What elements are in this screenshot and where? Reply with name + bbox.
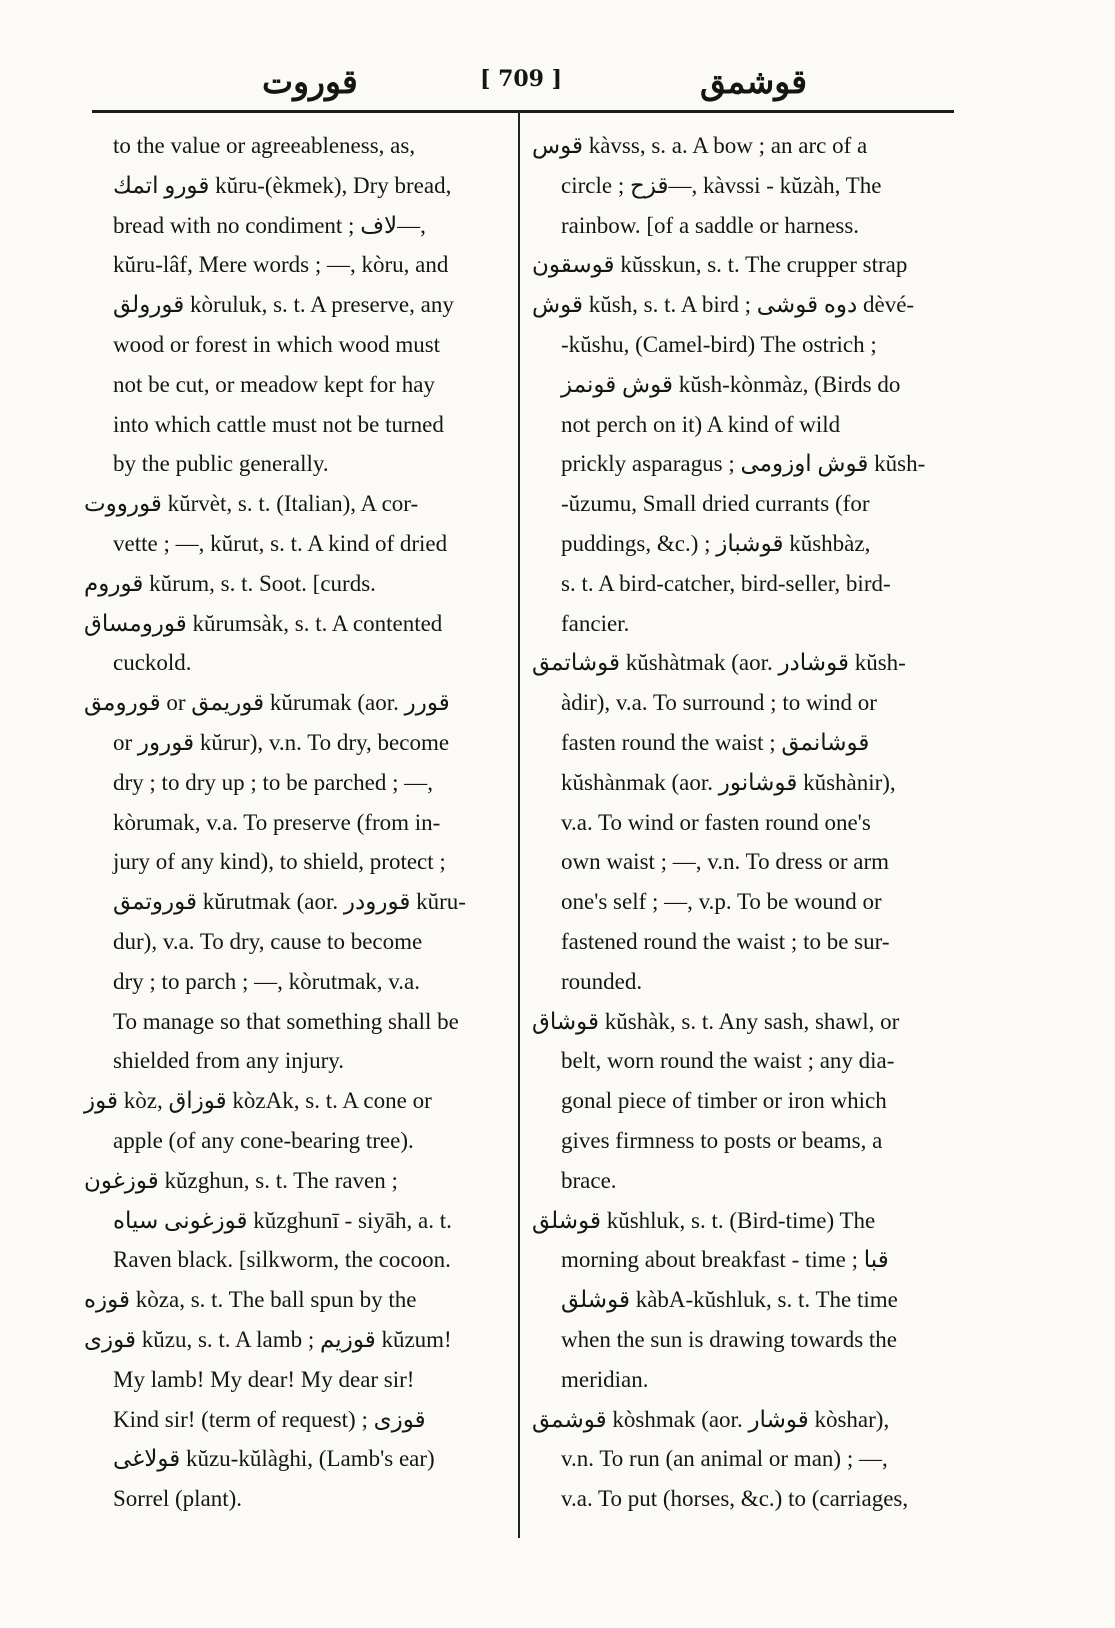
dictionary-line: puddings, &c.) ; قوشباز kŭshbàz, xyxy=(561,530,871,556)
dictionary-line: gonal piece of timber or iron which xyxy=(561,1088,887,1114)
dictionary-line: or قورور kŭrur), v.n. To dry, become xyxy=(113,729,450,755)
dictionary-line: قوز kòz, قوزاق kòzAk, s. t. A cone or xyxy=(84,1088,432,1114)
dictionary-line: v.n. To run (an animal or man) ; —, xyxy=(561,1446,888,1472)
header-rule xyxy=(92,110,954,113)
dictionary-line: prickly asparagus ; قوش اوزومى kŭsh- xyxy=(561,451,926,477)
dictionary-line: fasten round the waist ; قوشانمق xyxy=(561,729,870,755)
dictionary-line: My lamb! My dear! My dear sir! xyxy=(113,1366,415,1392)
dictionary-line: kŭru-lâf, Mere words ; —, kòru, and xyxy=(113,252,449,278)
dictionary-line: brace. xyxy=(561,1167,617,1193)
dictionary-line: قورومساق kŭrumsàk, s. t. A contented xyxy=(84,610,443,636)
dictionary-line: wood or forest in which wood must xyxy=(113,331,441,357)
dictionary-line: to the value or agreeableness, as, xyxy=(113,133,416,158)
dictionary-line: own waist ; —, v.n. To dress or arm xyxy=(561,849,890,875)
dictionary-line: rounded. xyxy=(561,968,643,994)
dictionary-line: Kind sir! (term of request) ; قوزى xyxy=(113,1406,426,1432)
dictionary-line: vette ; —, kŭrut, s. t. A kind of dried xyxy=(113,530,448,556)
dictionary-line: not perch on it) A kind of wild xyxy=(561,411,841,437)
dictionary-line: To manage so that something shall be xyxy=(113,1008,459,1034)
dictionary-line: shielded from any injury. xyxy=(113,1048,345,1074)
dictionary-line: قوش قونمز kŭsh-kònmàz, (Birds do xyxy=(561,371,901,397)
dictionary-line: قوشاق kŭshàk, s. t. Any sash, shawl, or xyxy=(532,1008,900,1034)
dictionary-line: fastened round the waist ; to be sur- xyxy=(561,928,890,954)
dictionary-line: قوشاتمق kŭshàtmak (aor. قوشادر kŭsh- xyxy=(532,650,906,676)
dictionary-line: قورولق kòruluk, s. t. A preserve, any xyxy=(113,292,454,318)
dictionary-line: one's self ; —, v.p. To be wound or xyxy=(561,889,882,915)
dictionary-line: morning about breakfast - time ; قبا xyxy=(561,1247,889,1273)
dictionary-line: قوزى kŭzu, s. t. A lamb ; قوزيم kŭzum! xyxy=(84,1326,452,1352)
dictionary-line: into which cattle must not be turned xyxy=(113,411,444,437)
dictionary-line: fancier. xyxy=(561,610,630,636)
dictionary-line: قورومق or قوريمق kŭrumak (aor. قورر xyxy=(84,690,450,716)
dictionary-line: قوروتمق kŭrutmak (aor. قورودر kŭru- xyxy=(113,889,466,915)
dictionary-line: Sorrel (plant). xyxy=(113,1486,243,1512)
dictionary-line: قولاغى kŭzu-kŭlàghi, (Lamb's ear) xyxy=(113,1446,435,1472)
dictionary-line: when the sun is drawing towards the xyxy=(561,1326,897,1352)
dictionary-line: قوسقون kŭsskun, s. t. The crupper strap xyxy=(532,252,908,278)
dictionary-line: rainbow. [of a saddle or harness. xyxy=(561,212,860,238)
dictionary-line: belt, worn round the waist ; any dia- xyxy=(561,1048,895,1074)
dictionary-line: gives firmness to posts or beams, a xyxy=(561,1127,883,1153)
page-number: [ 709 ] xyxy=(480,66,563,92)
dictionary-line: bread with no condiment ; لاف—, xyxy=(113,212,426,238)
dictionary-line: circle ; قزح—, kàvssi - kŭzàh, The xyxy=(561,172,882,198)
dictionary-line: kŭshànmak (aor. قوشانور kŭshànir), xyxy=(561,769,896,795)
running-head-left: قوروت xyxy=(262,62,358,101)
dictionary-line: -kŭshu, (Camel-bird) The ostrich ; xyxy=(561,331,877,357)
dictionary-line: قوشمق kòshmak (aor. قوشار kòshar), xyxy=(532,1406,890,1432)
column-divider xyxy=(518,112,520,1538)
dictionary-line: kòrumak, v.a. To preserve (from in- xyxy=(113,809,441,835)
dictionary-line: dry ; to dry up ; to be parched ; —, xyxy=(113,769,434,795)
dictionary-line: jury of any kind), to shield, protect ; xyxy=(113,849,446,875)
running-head-right: قوشمق xyxy=(700,62,808,101)
dictionary-line: by the public generally. xyxy=(113,451,329,477)
dictionary-line: s. t. A bird-catcher, bird-seller, bird- xyxy=(561,570,891,596)
dictionary-line: قوزه kòza, s. t. The ball spun by the xyxy=(84,1287,417,1313)
dictionary-line: قورووت kŭrvèt, s. t. (Italian), A cor- xyxy=(84,491,419,517)
dictionary-line: cuckold. xyxy=(113,650,192,676)
dictionary-line: قوزغون kŭzghun, s. t. The raven ; xyxy=(84,1167,398,1193)
dictionary-line: قوش kŭsh, s. t. A bird ; دوه قوشى dèvé- xyxy=(532,292,915,318)
dictionary-line: Raven black. [silkworm, the cocoon. xyxy=(113,1247,451,1273)
dictionary-line: قوشلق kàbA-kŭshluk, s. t. The time xyxy=(561,1287,898,1313)
dictionary-line: قورو اتمك kŭru-(èkmek), Dry bread, xyxy=(113,172,452,198)
dictionary-line: not be cut, or meadow kept for hay xyxy=(113,371,435,397)
dictionary-line: àdir), v.a. To surround ; to wind or xyxy=(561,690,877,716)
right-column xyxy=(532,126,942,1519)
dictionary-line: قوزغونى سياه kŭzghunī - siyāh, a. t. xyxy=(113,1207,452,1233)
dictionary-line: dur), v.a. To dry, cause to become xyxy=(113,928,423,954)
dictionary-line: v.a. To wind or fasten round one's xyxy=(561,809,871,835)
dictionary-line: قوس kàvss, s. a. A bow ; an arc of a xyxy=(532,133,868,158)
dictionary-line: dry ; to parch ; —, kòrutmak, v.a. xyxy=(113,968,421,994)
dictionary-line: قوروم kŭrum, s. t. Soot. [curds. xyxy=(84,570,376,596)
dictionary-line: -ŭzumu, Small dried currants (for xyxy=(561,491,870,517)
dictionary-line: v.a. To put (horses, &c.) to (carriages, xyxy=(561,1486,909,1512)
dictionary-line: meridian. xyxy=(561,1366,649,1392)
left-column xyxy=(84,126,498,1519)
dictionary-line: قوشلق kŭshluk, s. t. (Bird-time) The xyxy=(532,1207,876,1233)
dictionary-line: apple (of any cone-bearing tree). xyxy=(113,1127,414,1153)
